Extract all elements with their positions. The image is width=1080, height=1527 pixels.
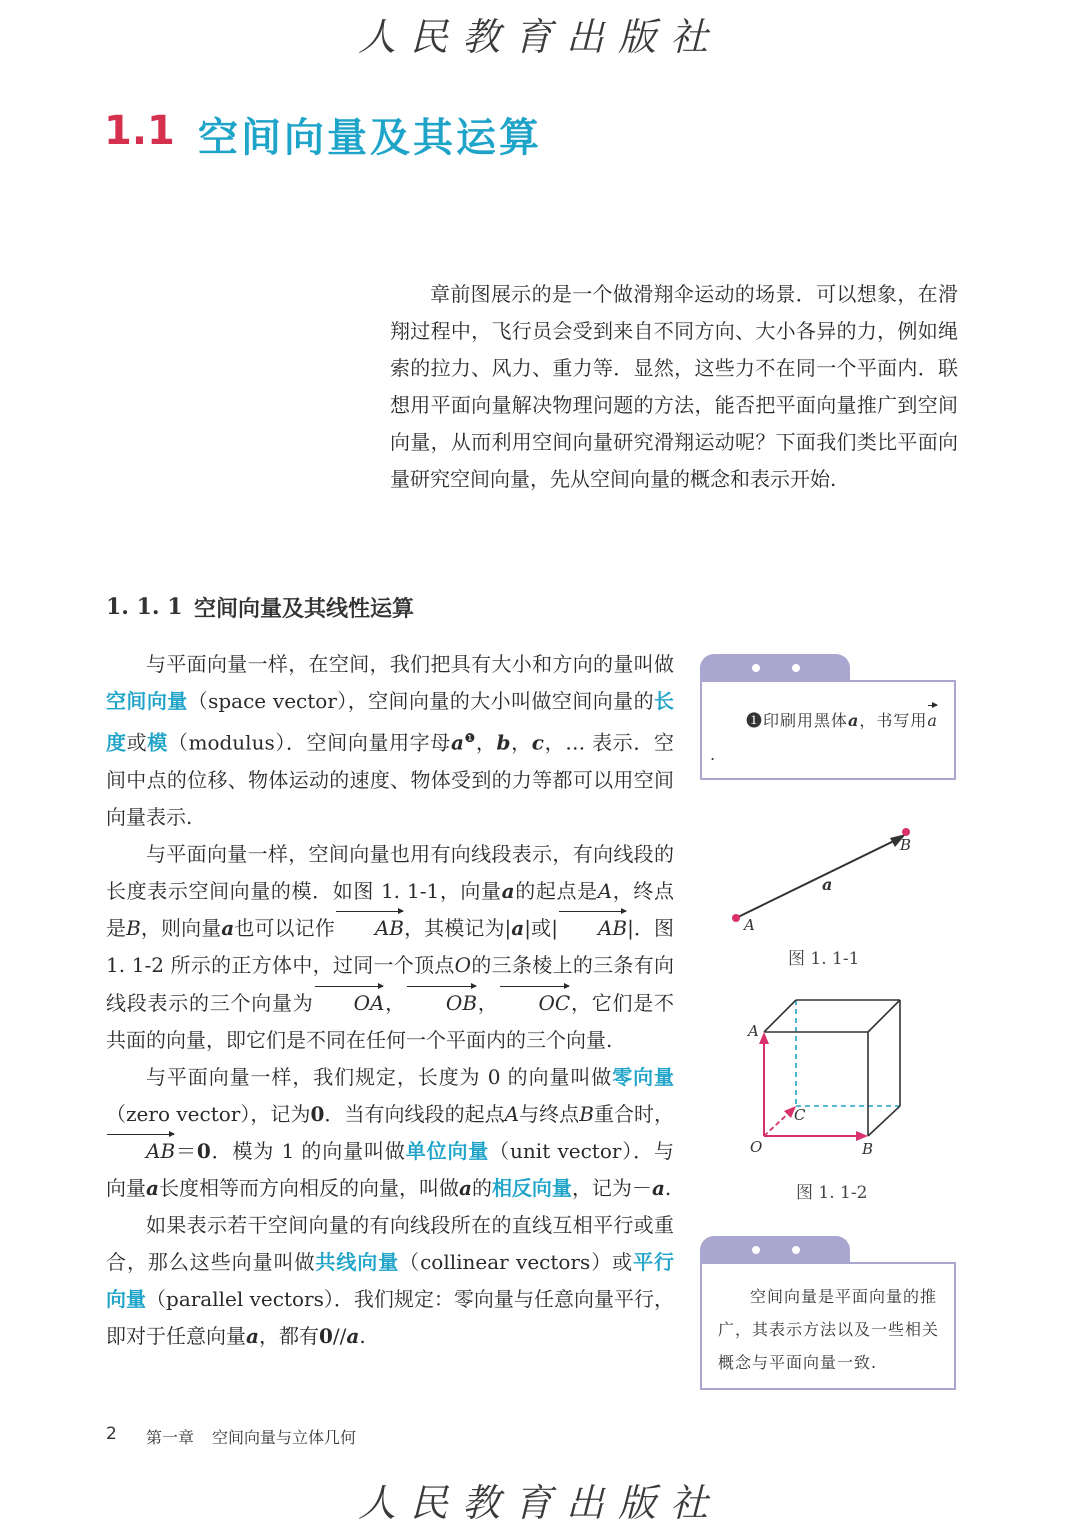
text: 与终点: [519, 1101, 580, 1126]
subsection-number: 1. 1. 1: [106, 594, 183, 620]
point-b: B: [579, 1101, 594, 1126]
footnote-mark: ❶: [463, 731, 476, 746]
point-b: B: [126, 916, 141, 941]
page-number: 2: [106, 1424, 117, 1444]
text: ，: [475, 730, 497, 755]
vector-ab: AB: [335, 910, 404, 947]
intro-paragraph: [390, 276, 958, 498]
vector-ob: OB: [406, 985, 477, 1022]
text: 与平面向量一样，我们规定，长度为 0 的向量叫做: [146, 1064, 613, 1089]
text: （space vector），空间向量的大小叫做空间向量的: [187, 689, 655, 714]
subsection-title: 空间向量及其线性运算: [194, 597, 415, 622]
vector-a: a: [651, 1175, 665, 1200]
figure-1-2: [740, 994, 920, 1164]
keyword-zero-vector: 零向量: [612, 1064, 674, 1089]
note-dot: [752, 1246, 760, 1254]
vector-c: c: [531, 730, 544, 755]
text: ，其模记为|: [403, 916, 512, 941]
vector-a: a: [246, 1324, 259, 1349]
chapter-title: 空间向量与立体几何: [212, 1428, 357, 1447]
text: ，… 表示．空间中点的位移、物体运动的速度、物体受到的力等都可以用空间向量表示.: [106, 730, 675, 830]
section-number: 1.1: [104, 108, 175, 154]
side-note-1: [700, 680, 956, 780]
vector-ab: AB: [558, 910, 627, 947]
page-title: 空间向量及其运算: [198, 115, 542, 161]
text: 重合时，: [593, 1101, 675, 1126]
label-point-a: A: [744, 916, 755, 934]
vector-oc: OC: [499, 985, 571, 1022]
text: （unit vector）．与向量: [106, 1138, 675, 1200]
figure-1-1-caption: 图 1. 1-1: [788, 949, 860, 969]
label-point-o: O: [750, 1138, 763, 1156]
note-dot: [792, 664, 800, 672]
vector-a: a: [458, 1175, 472, 1200]
text: ，则向量: [140, 916, 222, 941]
vector-ab: AB: [106, 1133, 175, 1170]
point-o: O: [454, 953, 472, 978]
keyword-parallel-vectors: 平行向量: [106, 1250, 675, 1312]
figure-1-1: [720, 818, 930, 948]
text: .: [359, 1324, 366, 1349]
paragraph-3: [106, 1059, 674, 1207]
label-point-b: B: [900, 836, 912, 854]
label-point-a: A: [748, 1022, 759, 1040]
vector-a: a: [501, 879, 515, 904]
vector-a: a: [450, 730, 464, 755]
note-dot: [752, 664, 760, 672]
note-dot: [792, 1246, 800, 1254]
note-text: 印刷用黑体: [763, 711, 849, 730]
note-text: .: [710, 745, 717, 764]
text: （collinear vectors）或: [399, 1250, 634, 1275]
text: |．图 1. 1-2 所示的正方体中，过同一个顶点: [106, 916, 675, 978]
text: ．模为 1 的向量叫做: [210, 1138, 406, 1163]
paragraph-4: [106, 1207, 674, 1355]
text: 与平面向量一样，空间向量也用有向线段表示，有向线段的长度表示空间向量的模．如图 1. 1-1，向量: [106, 842, 674, 904]
footnote-mark: ❶: [746, 711, 764, 730]
body-text: [106, 646, 674, 1355]
text: 或: [126, 730, 148, 755]
point-a: A: [597, 879, 613, 904]
keyword-unit-vector: 单位向量: [405, 1138, 490, 1163]
text: 如果表示若干空间向量的有向线段所在的直线互相平行或重合，那么这些向量叫做: [106, 1213, 674, 1275]
text: ，: [477, 990, 499, 1015]
label-point-b: B: [862, 1140, 874, 1158]
text: （parallel vectors）．我们规定：零向量与任意向量平行，即对于任意向量: [106, 1287, 674, 1349]
text: （zero vector），记为: [106, 1101, 311, 1126]
publisher-logo-bottom: 人民教育出版社: [357, 1481, 722, 1525]
cube-edge: [764, 1000, 796, 1032]
point-a-dot: [732, 914, 740, 922]
arrow-head-icon: [759, 1032, 769, 1044]
keyword-modulus: 模: [147, 730, 168, 755]
text: 的三条棱上的三条有向线段表示的三个向量为: [106, 953, 674, 1015]
vector-oa: OA: [314, 985, 385, 1022]
text: 与平面向量一样，在空间，我们把具有大小和方向的量叫做: [146, 652, 674, 676]
text: ，记为－: [571, 1175, 652, 1200]
point-b-dot: [902, 828, 910, 836]
zero-vector-symbol: 0: [310, 1101, 325, 1126]
zero-vector-symbol: 0: [318, 1324, 333, 1349]
keyword-length: 长度: [106, 689, 675, 755]
note-text: ，书写用: [859, 711, 928, 730]
vector-a: a: [346, 1324, 360, 1349]
paragraph-1: [106, 646, 674, 836]
text: ．当有向线段的起点: [324, 1101, 505, 1126]
text: 的起点是: [514, 879, 598, 904]
keyword-opposite-vector: 相反向量: [491, 1175, 572, 1200]
text: ，: [384, 990, 406, 1015]
vector-a: a: [221, 916, 235, 941]
point-a: A: [504, 1101, 520, 1126]
vector-ab-line: [736, 838, 900, 918]
side-note-2: 空间向量是平面向量的推广，其表示方法以及一些相关概念与平面向量一致.: [700, 1262, 956, 1390]
vector-a: a: [146, 1175, 159, 1200]
text: ，: [510, 730, 532, 755]
text: 长度相等而方向相反的向量，叫做: [158, 1175, 459, 1200]
text: |或|: [524, 916, 558, 941]
cube-edge: [868, 1106, 900, 1136]
text: ，都有: [258, 1324, 319, 1349]
vector-a: a: [511, 916, 525, 941]
text: （modulus）．空间向量用字母: [167, 730, 451, 755]
chapter-label: 第一章: [146, 1428, 195, 1447]
paragraph-2: [106, 836, 674, 1059]
text: ＝: [175, 1138, 197, 1163]
keyword-collinear-vectors: 共线向量: [315, 1250, 400, 1275]
text: ，终点是: [106, 879, 675, 941]
label-point-c: C: [794, 1106, 806, 1124]
vector-a-handwritten: a: [927, 704, 938, 738]
vector-b: b: [496, 730, 511, 755]
vector-a: a: [848, 711, 860, 730]
parallel-symbol: //: [332, 1324, 347, 1349]
cube-edge: [868, 1000, 900, 1032]
intro-text: 章前图展示的是一个做滑翔伞运动的场景．可以想象，在滑翔过程中，飞行员会受到来自不同方向、大小各异的力，例如绳索的拉力、风力、重力等．显然，这些力不在同一个平面内．联想用平面向量解决物理问题的方法，能否把平面向量推广到空间向量，从而利用空间向量研究滑翔运动呢？下面我们类比平面向量研究空间向量，先从空间向量的概念和表示开始.: [390, 282, 958, 491]
zero-vector-symbol: 0: [196, 1138, 211, 1163]
text: ，它们是不共面的向量，即它们是不同在任何一个平面内的三个向量.: [106, 990, 675, 1052]
text: 的: [471, 1175, 492, 1200]
publisher-logo-top: 人民教育出版社: [357, 15, 722, 59]
figure-1-2-caption: 图 1. 1-2: [796, 1183, 868, 1203]
label-a: a: [822, 875, 833, 894]
text: 也可以记作: [234, 916, 335, 941]
text: .: [664, 1175, 672, 1200]
keyword-space-vector: 空间向量: [106, 689, 188, 714]
